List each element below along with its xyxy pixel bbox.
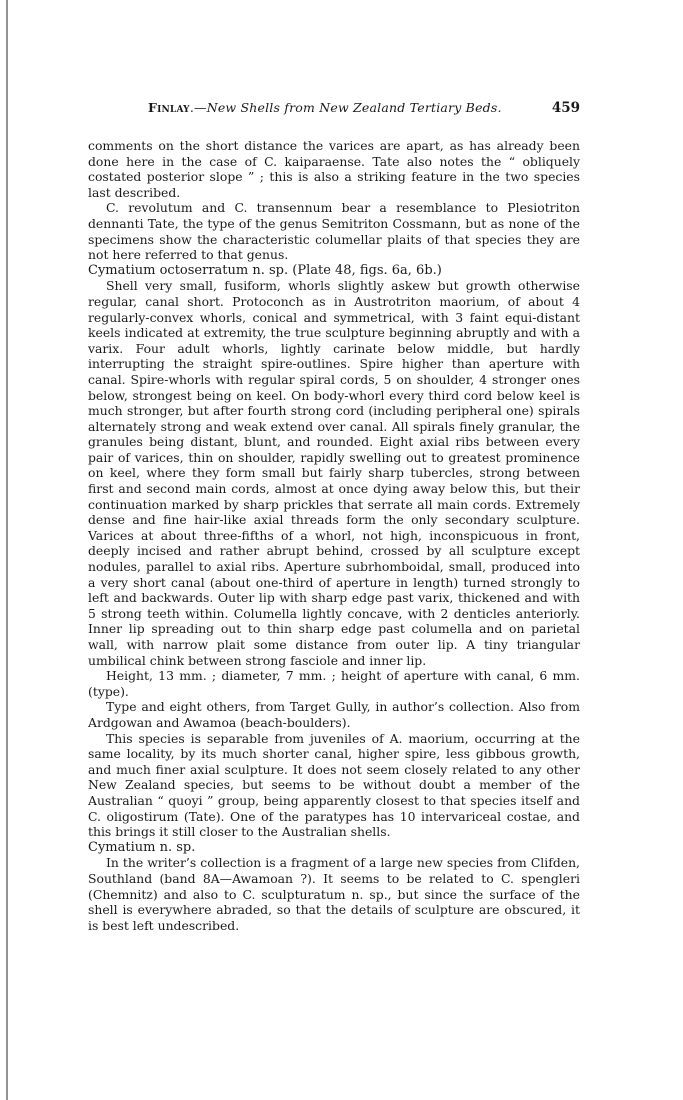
- species-name: Cymatium: [88, 839, 156, 855]
- page-number: 459: [551, 100, 580, 116]
- paragraph: Type and eight others, from Target Gully, in author’s collection. Also from Ardgowan and Awamoa (beach-boulders).: [88, 699, 580, 730]
- species-heading-rest: n. sp.: [159, 839, 196, 855]
- species-name: Cymatium octoserratum: [88, 262, 249, 278]
- species-heading-rest: n. sp. (Plate 48, figs. 6a, 6b.): [252, 262, 442, 278]
- species-heading: [88, 263, 580, 279]
- paragraph: This species is separable from juveniles of A. maorium, occurring at the same locality, by its much shorter canal, higher spire, less gibbous growth, and much finer axial sculpture. It does not seem closely related to any other New Zealand species, but seems to be without doubt a member of the Australian “ quoyi ” group, being apparently closest to that species itself and C. oligostirum (Tate). One of the paratypes has 10 intervariceal costae, and this brings it still closer to the Australian shells.: [88, 730, 580, 840]
- header-title: New Shells from New Zealand Tertiary Beds.: [206, 100, 502, 115]
- running-title: Finlay.—New Shells from New Zealand Tertiary Beds.: [148, 100, 502, 115]
- paragraph: Shell very small, fusiform, whorls slightly askew but growth otherwise regular, canal short. Protoconch as in Austrotriton maorium, of about 4 regularly-convex whorls, conical and symmetrical, with 3 faint equi-distant keels indicated at extremity, the true sculpture beginning abruptly and with a varix. Four adult whorls, lightly carinate below middle, but hardly interrupting the straight spire-outlines. Spire higher than aperture with canal. Spire-whorls with regular spiral cords, 5 on shoulder, 4 stronger ones below, strongest being on keel. On body-whorl every third cord below keel is much stronger, but after fourth strong cord (including peripheral one) spirals alternately strong and weak extend over canal. All spirals finely granular, the granules being distant, blunt, and rounded. Eight axial ribs between every pair of varices, thin on shoulder, rapidly swelling out to greatest prominence on keel, where they form small but fairly sharp tubercles, strong between first and second main cords, almost at once dying away below this, but their continuation marked by sharp prickles that serrate all main cords. Extremely dense and fine hair-like axial threads form the only secondary sculpture. Varices at about three-fifths of a whorl, not high, inconspicuous in front, deeply incised and rather abrupt behind, crossed by all sculpture except nodules, parallel to axial ribs. Aperture subrhomboidal, small, produced into a very short canal (about one-third of aperture in length) turned strongly to left and backwards. Outer lip with sharp edge past varix, thickened and with 5 strong teeth within. Columella lightly concave, with 2 denticles anteriorly. Inner lip spreading out to thin sharp edge past columella and on parietal wall, with narrow plait some distance from outer lip. A tiny triangular umbilical chink between strong fasciole and inner lip.: [88, 278, 580, 668]
- article-body: [88, 138, 580, 933]
- running-header: [88, 100, 580, 122]
- page-binding-edge: [6, 0, 8, 1100]
- paragraph: C. revolutum and C. transennum bear a resemblance to Plesiotriton dennanti Tate, the type of the genus Semitriton Cossmann, but as none of the specimens show the characteristic columellar plaits of that species they are not here referred to that genus.: [88, 200, 580, 263]
- species-heading: [88, 840, 580, 856]
- paragraph: In the writer’s collection is a fragment of a large new species from Clifden, Southland (band 8A—Awamoan ?). It seems to be related to C. spengleri (Chemnitz) and also to C. sculpturatum n. sp., but since the surface of the shell is everywhere abraded, so that the details of sculpture are obscured, it is best left undescribed.: [88, 855, 580, 933]
- paragraph: Height, 13 mm. ; diameter, 7 mm. ; height of aperture with canal, 6 mm. (type).: [88, 668, 580, 699]
- header-author: Finlay: [148, 100, 190, 115]
- page: [88, 100, 580, 933]
- paragraph: comments on the short distance the varices are apart, as has already been done here in the case of C. kaiparaense. Tate also notes the “ obliquely costated posterior slope ” ; this is also a striking feature in the two species last described.: [88, 138, 580, 200]
